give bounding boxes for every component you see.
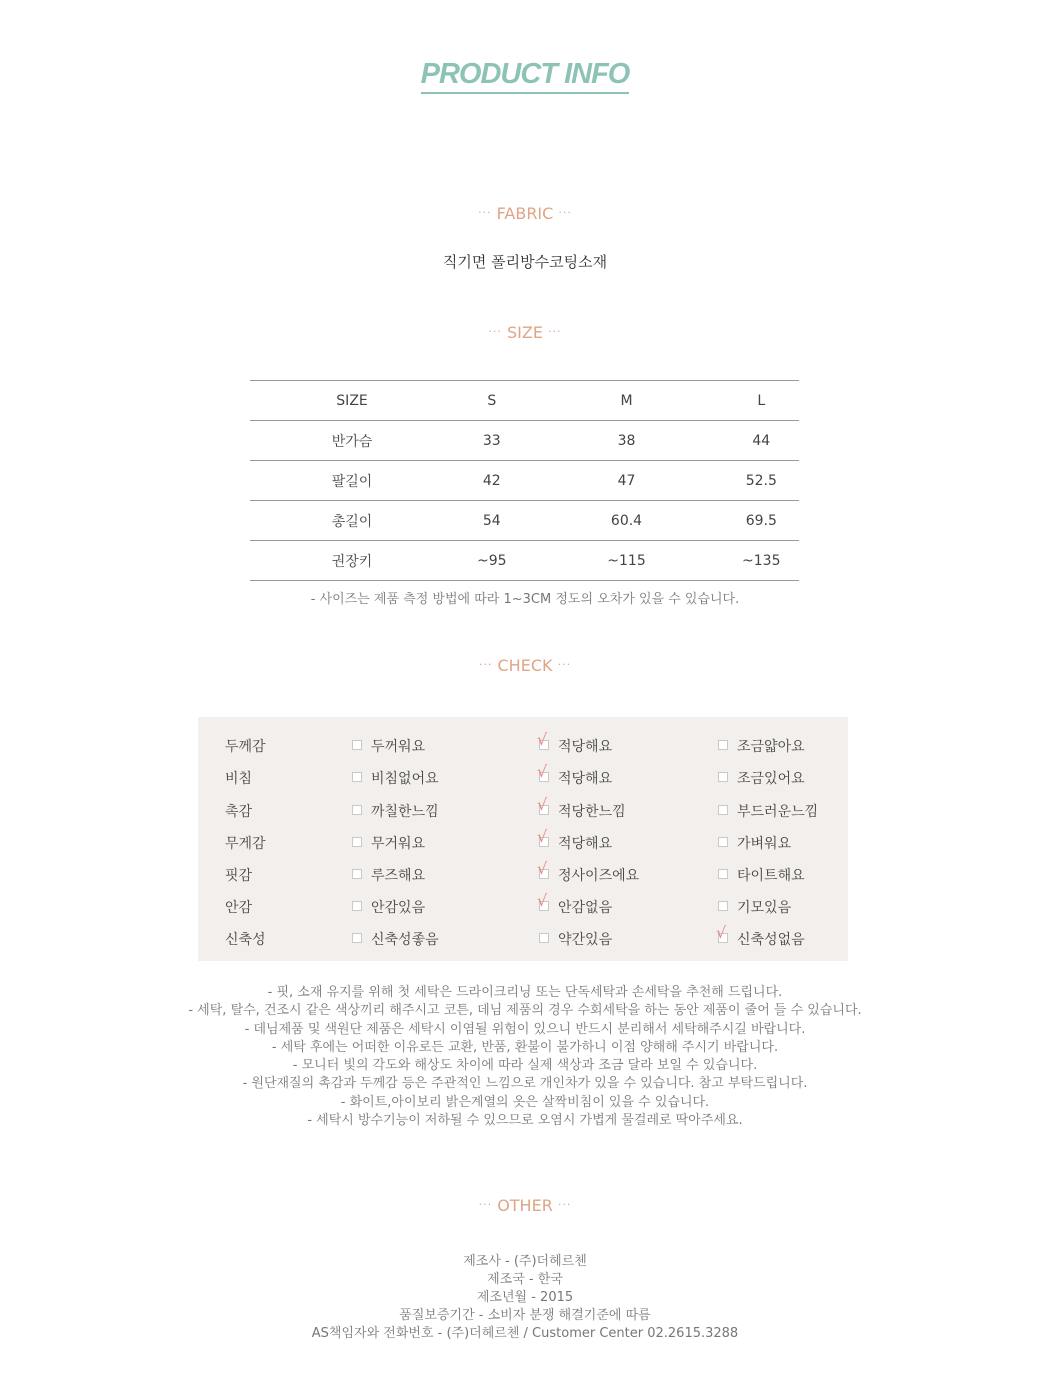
check-row	[198, 762, 848, 788]
check-row	[198, 923, 848, 949]
heading-dots-right: ···	[557, 658, 572, 671]
check-row	[198, 795, 848, 821]
table-row	[250, 461, 799, 501]
check-option-label: 적당해요	[558, 739, 613, 755]
check-option-label: 루즈해요	[371, 868, 426, 884]
check-option-label: 조금있어요	[737, 771, 805, 787]
size-cell: 33	[454, 421, 529, 461]
other-info-line: 제조국 - 한국	[487, 1272, 563, 1287]
size-cell: ~115	[529, 541, 723, 581]
checkbox-icon	[718, 805, 728, 815]
other-info-line: AS책임자와 전화번호 - (주)더헤르첸 / Customer Center 02.2615.3288	[311, 1326, 739, 1341]
check-option-label: 정사이즈에요	[558, 868, 640, 884]
check-option-label: 신축성좋음	[371, 932, 439, 948]
care-note-line: - 세탁 후에는 어떠한 이유로든 교환, 반품, 환불이 불가하니 이점 양해해 주시기 바랍니다.	[271, 1039, 779, 1055]
check-option-label: 까칠한느낌	[371, 804, 439, 820]
care-notes	[0, 984, 1050, 1130]
check-row-label: 비침	[225, 771, 253, 787]
other-info-line: 제조사 - (주)더헤르첸	[463, 1254, 587, 1269]
heading-dots-right: ···	[557, 1198, 572, 1211]
table-row	[250, 421, 799, 461]
heading-dots-left: ···	[478, 658, 493, 671]
size-table-header	[250, 381, 799, 421]
size-cell: ~135	[724, 541, 799, 581]
size-cell: 42	[454, 461, 529, 501]
size-cell: 52.5	[724, 461, 799, 501]
other-heading	[0, 1196, 1050, 1215]
check-option-label: 무거워요	[371, 836, 426, 852]
size-cell: 총길이	[250, 501, 454, 541]
check-row	[198, 859, 848, 885]
check-row-label: 신축성	[225, 932, 266, 948]
check-option-label: 기모있음	[737, 900, 792, 916]
check-option-label: 신축성없음	[737, 932, 805, 948]
size-cell: 팔길이	[250, 461, 454, 501]
check-row-label: 무게감	[225, 836, 266, 852]
size-cell: 69.5	[724, 501, 799, 541]
check-row	[198, 891, 848, 917]
care-note-line: - 핏, 소재 유지를 위해 첫 세탁은 드라이크리닝 또는 단독세탁과 손세탁을 추천해 드립니다.	[267, 985, 783, 1000]
check-row-label: 핏감	[225, 868, 253, 884]
checkbox-icon	[539, 933, 549, 943]
checkmark-icon: √	[537, 730, 548, 749]
check-option-label: 부드러운느낌	[737, 804, 819, 820]
check-row-label: 두께감	[225, 739, 266, 755]
page-title: PRODUCT INFO	[421, 58, 630, 94]
checkmark-icon: √	[537, 859, 548, 878]
check-heading-text: CHECK	[497, 656, 553, 675]
title-wrap	[0, 58, 1050, 94]
checkmark-icon: √	[537, 891, 548, 910]
size-header-cell: S	[454, 381, 529, 421]
other-info-line: 품질보증기간 - 소비자 분쟁 해결기준에 따름	[399, 1308, 651, 1323]
size-header-cell: M	[529, 381, 723, 421]
checkmark-icon: √	[537, 827, 548, 846]
check-option-label: 약간있음	[558, 932, 613, 948]
size-header-cell: L	[724, 381, 799, 421]
checkmark-icon: √	[716, 923, 727, 942]
other-info-line: 제조년월 - 2015	[476, 1290, 574, 1305]
size-heading-text: SIZE	[507, 323, 543, 342]
size-cell: 47	[529, 461, 723, 501]
checkbox-icon	[352, 740, 362, 750]
check-row	[198, 827, 848, 853]
checkbox-icon	[352, 837, 362, 847]
care-note-line: - 화이트,아이보리 밝은계열의 옷은 살짝비침이 있을 수 있습니다.	[340, 1094, 710, 1110]
check-option-label: 조금얇아요	[737, 739, 805, 755]
size-cell: 54	[454, 501, 529, 541]
size-heading	[0, 323, 1050, 342]
size-table	[250, 380, 799, 581]
check-option-label: 두꺼워요	[371, 739, 426, 755]
other-heading-text: OTHER	[497, 1196, 553, 1215]
size-cell: 권장키	[250, 541, 454, 581]
fabric-heading	[0, 204, 1050, 223]
size-cell: 38	[529, 421, 723, 461]
heading-dots-left: ···	[478, 206, 492, 219]
checkbox-icon	[352, 869, 362, 879]
care-note-line: - 원단재질의 촉감과 두께감 등은 주관적인 느낌으로 개인차가 있을 수 있습니다. 참고 부탁드립니다.	[242, 1076, 808, 1092]
other-info	[0, 1253, 1050, 1343]
check-row-label: 촉감	[225, 804, 253, 820]
checkbox-icon	[718, 772, 728, 782]
size-cell: ~95	[454, 541, 529, 581]
checkbox-icon	[352, 933, 362, 943]
checkmark-icon: √	[537, 762, 548, 781]
table-row	[250, 541, 799, 581]
size-cell: 반가슴	[250, 421, 454, 461]
check-option-label: 적당해요	[558, 836, 613, 852]
check-option-label: 적당해요	[558, 771, 613, 787]
checkmark-icon: √	[537, 795, 548, 814]
check-option-label: 안감없음	[558, 900, 613, 916]
checkbox-icon	[718, 869, 728, 879]
checkbox-icon	[718, 837, 728, 847]
check-panel	[198, 717, 848, 961]
check-option-label: 적당한느낌	[558, 804, 626, 820]
care-note-line: - 데님제품 및 색원단 제품은 세탁시 이염될 위험이 있으니 반드시 분리해서 세탁해주시길 바랍니다.	[244, 1021, 806, 1037]
checkbox-icon	[352, 901, 362, 911]
size-cell: 60.4	[529, 501, 723, 541]
heading-dots-right: ···	[548, 325, 562, 338]
care-note-line: - 모니터 빛의 각도와 해상도 차이에 따라 실제 색상과 조금 달라 보일 수 있습니다.	[292, 1058, 758, 1074]
table-row	[250, 501, 799, 541]
size-cell: 44	[724, 421, 799, 461]
check-heading	[0, 656, 1050, 675]
checkbox-icon	[718, 901, 728, 911]
fabric-heading-text: FABRIC	[496, 204, 554, 223]
check-option-label: 타이트해요	[737, 868, 805, 884]
checkbox-icon	[352, 772, 362, 782]
fabric-text: 직기면 폴리방수코팅소재	[442, 253, 608, 271]
care-note-line: - 세탁, 탈수, 건조시 같은 색상끼리 해주시고 코튼, 데님 제품의 경우 수회세탁을 하는 동안 제품이 줄어 들 수 있습니다.	[188, 1003, 862, 1019]
size-note: - 사이즈는 제품 측정 방법에 따라 1~3CM 정도의 오차가 있을 수 있습니다.	[310, 592, 740, 607]
check-option-label: 안감있음	[371, 900, 426, 916]
care-note-line: - 세탁시 방수기능이 저하될 수 있으므로 오염시 가볍게 물걸레로 딱아주세요.	[307, 1113, 743, 1129]
heading-dots-left: ···	[488, 325, 502, 338]
check-option-label: 비침없어요	[371, 771, 439, 787]
heading-dots-left: ···	[478, 1198, 493, 1211]
size-header-cell: SIZE	[250, 381, 454, 421]
checkbox-icon	[352, 805, 362, 815]
check-option-label: 가벼워요	[737, 836, 792, 852]
checkbox-icon	[718, 740, 728, 750]
heading-dots-right: ···	[558, 206, 572, 219]
check-row	[198, 730, 848, 756]
check-row-label: 안감	[225, 900, 253, 916]
